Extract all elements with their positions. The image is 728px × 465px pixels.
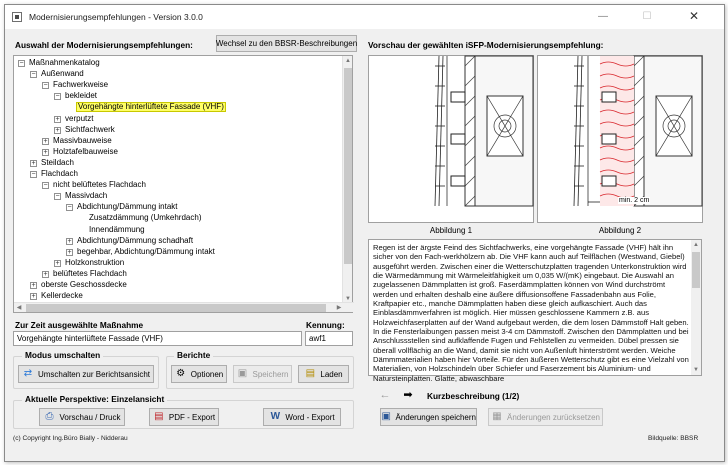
reports-group-title: Berichte: [174, 350, 213, 360]
description-title: Kurzbeschreibung (1/2): [427, 391, 520, 401]
collapse-icon[interactable]: −: [43, 82, 48, 90]
figure-1-frame: [368, 55, 534, 223]
tree-item[interactable]: [42, 80, 109, 90]
word-export-label: Word - Export: [285, 412, 335, 422]
collapse-icon[interactable]: −: [19, 60, 24, 67]
save-changes-button[interactable]: [380, 408, 477, 426]
tree-item[interactable]: [78, 213, 202, 223]
code-field: awf1: [305, 331, 353, 346]
scroll-right-arrow-icon[interactable]: ▶: [336, 305, 342, 311]
tree-item-label: verputzt: [65, 113, 94, 123]
figure-2-dimension-label: min. 2 cm: [619, 197, 650, 204]
tree-item[interactable]: [30, 291, 84, 301]
expand-icon[interactable]: +: [43, 270, 48, 278]
figure-2-frame: [537, 55, 703, 223]
tree-item-label: Fachwerkweise: [53, 80, 109, 90]
pdf-export-button[interactable]: [149, 408, 219, 426]
options-label: Optionen: [190, 369, 224, 379]
pdf-icon: ▤: [154, 411, 164, 422]
close-button[interactable]: ✕: [688, 9, 700, 23]
tree-item[interactable]: [30, 158, 75, 168]
undo-icon: ▦: [492, 411, 502, 422]
preview-heading: Vorschau der gewählten iSFP-Modernisierungsempfehlung:: [368, 40, 604, 50]
tree-item[interactable]: [30, 169, 79, 179]
switch-report-view-button[interactable]: [18, 365, 154, 383]
figure-2-drawing: [538, 56, 702, 206]
tree-item[interactable]: [66, 247, 216, 257]
tree-item[interactable]: [54, 91, 98, 101]
tree-item-label: nicht belüftetes Flachdach: [53, 180, 146, 190]
expand-icon[interactable]: +: [67, 248, 72, 256]
tree-item[interactable]: [54, 114, 94, 124]
tree-leaf-spacer: [78, 225, 85, 232]
preview-print-label: Vorschau / Druck: [59, 412, 121, 422]
tree-item[interactable]: [42, 269, 128, 279]
tree-item-label: Abdichtung/Dämmung schadhaft: [77, 235, 194, 245]
undo-changes-label: Änderungen zurücksetzen: [507, 412, 600, 422]
tree-item[interactable]: [30, 69, 85, 79]
current-measure-label: Zur Zeit ausgewählte Maßnahme: [15, 320, 144, 330]
expand-icon[interactable]: +: [43, 148, 48, 156]
tree-item-label: Innendämmung: [89, 224, 145, 234]
tree-item[interactable]: [54, 258, 125, 268]
collapse-icon[interactable]: −: [31, 71, 36, 79]
tree-leaf-spacer: [78, 213, 85, 220]
save-disk-icon: ▣: [381, 411, 391, 422]
perspective-group-title: Aktuelle Perspektive: Einzelansicht: [22, 394, 167, 404]
tree-item-label: belüftetes Flachdach: [53, 268, 127, 278]
tree-item-label: Steildach: [41, 157, 74, 167]
tree-item-label: Maßnahmenkatalog: [29, 58, 100, 67]
title-bar: [5, 5, 724, 29]
desc-scroll-up-arrow-icon[interactable]: ▲: [693, 242, 699, 248]
bbsr-switch-button[interactable]: Wechsel zu den BBSR-Beschreibungen: [216, 35, 357, 52]
tree-vertical-scrollbar[interactable]: [342, 56, 352, 304]
collapse-icon[interactable]: −: [55, 193, 60, 201]
save-report-label: Speichern: [252, 369, 289, 379]
tree-item[interactable]: [42, 180, 147, 190]
expand-icon[interactable]: +: [31, 293, 36, 301]
options-button[interactable]: [171, 365, 227, 383]
previous-arrow-icon[interactable]: ←: [379, 389, 391, 401]
expand-icon[interactable]: +: [31, 159, 36, 167]
next-arrow-icon[interactable]: ➡: [403, 389, 413, 401]
save-icon: ▣: [237, 368, 248, 379]
app-icon: [12, 12, 22, 22]
pdf-export-label: PDF - Export: [168, 412, 216, 422]
collapse-icon[interactable]: −: [31, 171, 36, 178]
save-changes-label: Änderungen speichern: [395, 412, 476, 422]
tree-item[interactable]: [18, 58, 101, 68]
tree-horizontal-scrollbar[interactable]: [14, 302, 354, 312]
current-measure-field: Vorgehängte hinterlüftete Fassade (VHF): [13, 331, 302, 346]
tree-item-label: Massivbauweise: [53, 135, 112, 145]
description-text: Regen ist der ärgste Feind des Sichtfachwerks, eine vorgehängte Fassade (VHF) hält ihn sicher von den Fach-werkhölzern ab. Die VHF kann auch auf Teilflächen (Westwand, Giebel) ausgeführt werden. Zwischen einer die Wetterschutzplatten tragenden Unterkonstruktion wird die Wärmedämmung mit Wärmeleitfähigkeit um 0,035 W/(mK) eingebaut. Die Auswahl an zugelassenen Dämmplatten ist groß. Faserdämmplatten können von Wind durchströmt werden und erhalten deshalb eine äußere diffusionsoffene Fassadenbahn aus Folie, Kraftpapier etc., manche Dämmplatten haben diese gleich aufkaschiert. Auch das Einblasdämmverfahren ist möglich. Hier müssen geschlossene Kammern z.B. aus Holzweichfaserplatten auf der Wand aufgebaut werden, die dem losen Dämmstoff Halt geben. In die Fensterlaibungen passen meist 3-4 cm Dämmstoff. Zwischen den Dämmplatten und bei Anschlussstellen sind aufklaffende Fugen und Fehlstellen zu vermeiden. Dübel pressen sie überall vollflächig an die Wand, damit sie nicht von Außenluft hinterströmt werden. Weiche Dämmmaterialien haben hier Vorteile. Für den äußeren Wetterschutz gibt es eine Vielzahl von Materialien, von Holzschindeln über Schiefer und Faserzement bis Aluminium- und Natursteinplatten. Glatte, abwaschbare: [373, 243, 689, 383]
tree-item-label: bekleidet: [65, 91, 98, 101]
maximize-button[interactable]: ☐: [642, 11, 652, 22]
desc-scroll-down-arrow-icon[interactable]: ▼: [693, 367, 699, 373]
tree-item-label: begehbar, Abdichtung/Dämmung intakt: [77, 246, 215, 256]
word-icon: W: [270, 411, 281, 422]
tree-item-selected[interactable]: [66, 102, 226, 112]
tree-item-label: Vorgehängte hinterlüftete Fassade (VHF): [78, 102, 224, 112]
figure-1-drawing: [369, 56, 533, 206]
expand-icon[interactable]: +: [55, 259, 60, 267]
load-report-button[interactable]: [298, 365, 349, 383]
tree-item[interactable]: [78, 225, 146, 235]
tree-item[interactable]: [54, 191, 108, 201]
tree-leaf-spacer: [66, 102, 73, 109]
measure-tree[interactable]: [13, 55, 353, 313]
tree-item[interactable]: [66, 202, 179, 212]
description-scroll-thumb[interactable]: [692, 252, 700, 288]
description-textbox[interactable]: [368, 239, 702, 383]
switch-report-view-label: Umschalten zur Berichtsansicht: [37, 369, 151, 379]
tree-item-label: Außenwand: [41, 69, 84, 79]
tree-item-label: Zusatzdämmung (Umkehrdach): [89, 213, 202, 223]
load-folder-icon: ▤: [305, 368, 316, 379]
switch-view-icon: ⇄: [23, 368, 33, 379]
scroll-down-arrow-icon[interactable]: ▼: [345, 296, 351, 302]
tree-item-label: Kellerdecke: [41, 291, 83, 301]
tree-item-label: Abdichtung/Dämmung intakt: [77, 202, 178, 212]
tree-item-label: Holztafelbauweise: [53, 146, 118, 156]
expand-icon[interactable]: +: [43, 137, 48, 145]
tree-item-label: Massivdach: [65, 191, 108, 201]
scroll-up-arrow-icon[interactable]: ▲: [345, 58, 351, 64]
undo-changes-button[interactable]: [488, 408, 603, 426]
gear-icon: ⚙: [176, 368, 186, 379]
mode-group-title: Modus umschalten: [22, 350, 103, 360]
scroll-left-arrow-icon[interactable]: ◀: [16, 305, 22, 311]
collapse-icon[interactable]: −: [55, 93, 60, 101]
copyright-text: (c) Copyright Ing.Büro Bially - Nidderau: [13, 435, 128, 442]
figure-1-caption: Abbildung 1: [429, 226, 473, 235]
tree-item-label: Flachdach: [41, 169, 78, 178]
tree-scroll-thumb[interactable]: [344, 68, 352, 264]
expand-icon[interactable]: +: [31, 282, 36, 289]
collapse-icon[interactable]: −: [67, 204, 72, 212]
load-report-label: Laden: [320, 369, 343, 379]
tree-item[interactable]: [30, 280, 128, 290]
tree-item-label: oberste Geschossdecke: [41, 280, 127, 289]
description-scrollbar[interactable]: [691, 240, 701, 375]
tree-item-label: Holzkonstruktion: [65, 257, 125, 267]
selection-heading: Auswahl der Modernisierungsempfehlungen:: [15, 40, 193, 50]
expand-icon[interactable]: +: [55, 126, 60, 134]
minimize-button[interactable]: —: [598, 11, 608, 22]
word-export-button[interactable]: [263, 408, 341, 426]
image-source-text: Bildquelle: BBSR: [648, 435, 699, 442]
tree-item[interactable]: [42, 136, 113, 146]
figure-2-caption: Abbildung 2: [598, 226, 642, 235]
window-title: Modernisierungsempfehlungen - Version 3.0.0: [29, 12, 203, 22]
tree-item-label: Sichtfachwerk: [65, 124, 115, 134]
printer-icon: ⎙: [45, 411, 54, 422]
tree-hscroll-thumb[interactable]: [26, 304, 326, 312]
tree-item[interactable]: [42, 147, 119, 157]
tree-item[interactable]: [54, 125, 116, 135]
save-report-button[interactable]: [233, 365, 292, 383]
code-label: Kennung:: [306, 320, 345, 330]
collapse-icon[interactable]: −: [43, 182, 48, 190]
tree-item[interactable]: [66, 236, 194, 246]
expand-icon[interactable]: +: [67, 237, 72, 245]
expand-icon[interactable]: +: [55, 115, 60, 123]
preview-print-button[interactable]: [39, 408, 125, 426]
